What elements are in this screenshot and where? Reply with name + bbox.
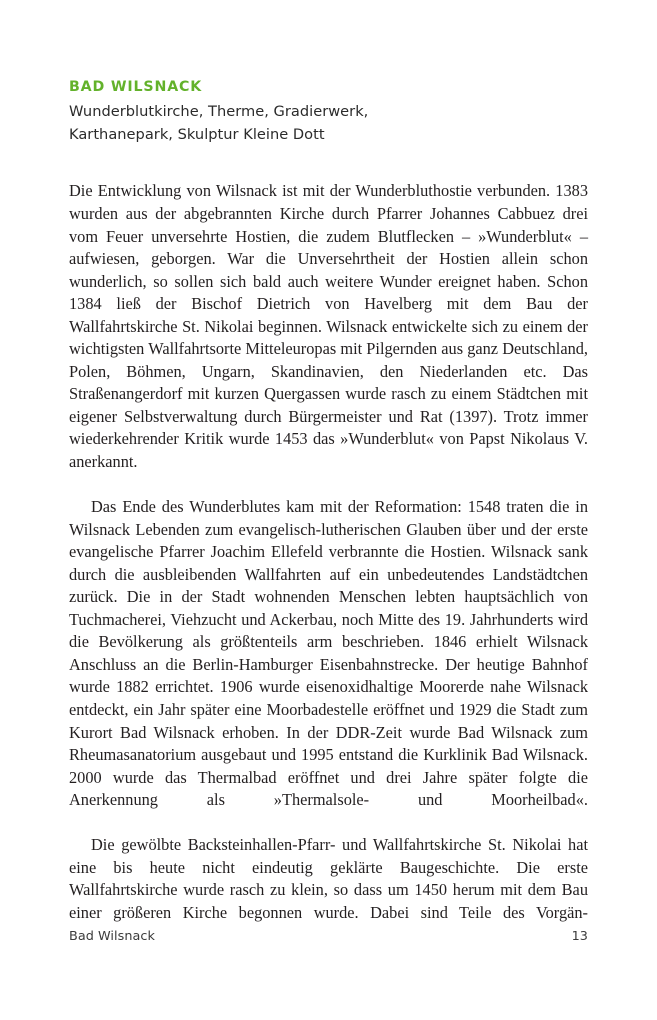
body-text [69,180,588,947]
body-paragraph: Das Ende des Wunderblutes kam mit der Reformation: 1548 traten die in Wilsnack Lebenden zum evangelisch-lutherischen Glauben über und der erste evangelische Pfarrer Joachim Ellefeld verbrannte die Hostien. Wilsnack sank durch die ausbleibenden Wallfahrten auf ein unbedeutendes Landstädtchen zurück. Die in der Stadt wohnenden Menschen lebten hauptsächlich von Tuchmacherei, Viehzucht und Ackerbau, noch Mitte des 19. Jahrhunderts wird die Bevölkerung als größtenteils arm beschrieben. 1846 erhielt Wilsnack Anschluss an die Berlin-Hamburger Eisenbahnstrecke. Der heutige Bahnhof wurde 1882 errichtet. 1906 wurde eisenoxidhaltige Moorerde nahe Wilsnack entdeckt, ein Jahr später eine Moorbadestelle eröffnet und 1929 die Stadt zum Kurort Bad Wilsnack erhoben. In der DDR-Zeit wurde Bad Wilsnack zum Rheumasanatorium ausgebaut und 1995 entstand die Kurklinik Bad Wilsnack. 2000 wurde das Thermalbad eröffnet und drei Jahre später folgte die Anerkennung als »Thermalsole- und Moorheilbad«. [69,497,588,810]
body-paragraph: Die Entwicklung von Wilsnack ist mit der Wunderbluthostie verbunden. 1383 wurden aus der abgebrannten Kirche durch Pfarrer Johannes Cabbuez drei vom Feuer unversehrte Hostien, die zudem Blutflecken – »Wunderblut« – aufwiesen, geborgen. War die Unversehrtheit der Hostien allein schon wunderlich, so sollen sich bald auch weitere Wunder ereignet haben. Schon 1384 ließ der Bischof Dietrich von Havelberg mit dem Bau der Wallfahrtskirche St. Nikolai beginnen. Wilsnack entwickelte sich zu einem der wichtigsten Wallfahrtsorte Mitteleuropas mit Pilgernden aus ganz Deutschland, Polen, Böhmen, Ungarn, Skandinavien, den Niederlanden etc. Das Straßenangerdorf mit kurzen Quergassen wurde rasch zu einem Städtchen mit eigener Selbstverwaltung durch Bürgermeister und Rat (1397). Trotz immer wiederkehrender Kritik wurde 1453 das »Wunderblut« von Papst Nikolaus V. anerkannt. [69,181,588,471]
page-number: 13 [571,929,588,944]
chapter-subtitle [69,100,588,146]
chapter-subtitle-line-2: Karthanepark, Skulptur Kleine Dott [69,126,325,144]
footer-running-head: Bad Wilsnack [69,929,155,944]
page-content-column [69,78,588,947]
body-paragraph: Die gewölbte Backsteinhallen-Pfarr- und Wallfahrtskirche St. Nikolai hat eine bis heute nicht eindeutig geklärte Baugeschichte. Die erste Wallfahrtskirche wurde rasch zu klein, so dass um 1450 herum mit dem Bau einer größeren Kirche begonnen wurde. Dabei sind Teile des Vorgän- [69,835,588,922]
chapter-subtitle-line-1: Wunderblutkirche, Therme, Gradierwerk, [69,103,369,120]
page-footer [69,929,588,945]
page-title: BAD WILSNACK [69,79,203,95]
